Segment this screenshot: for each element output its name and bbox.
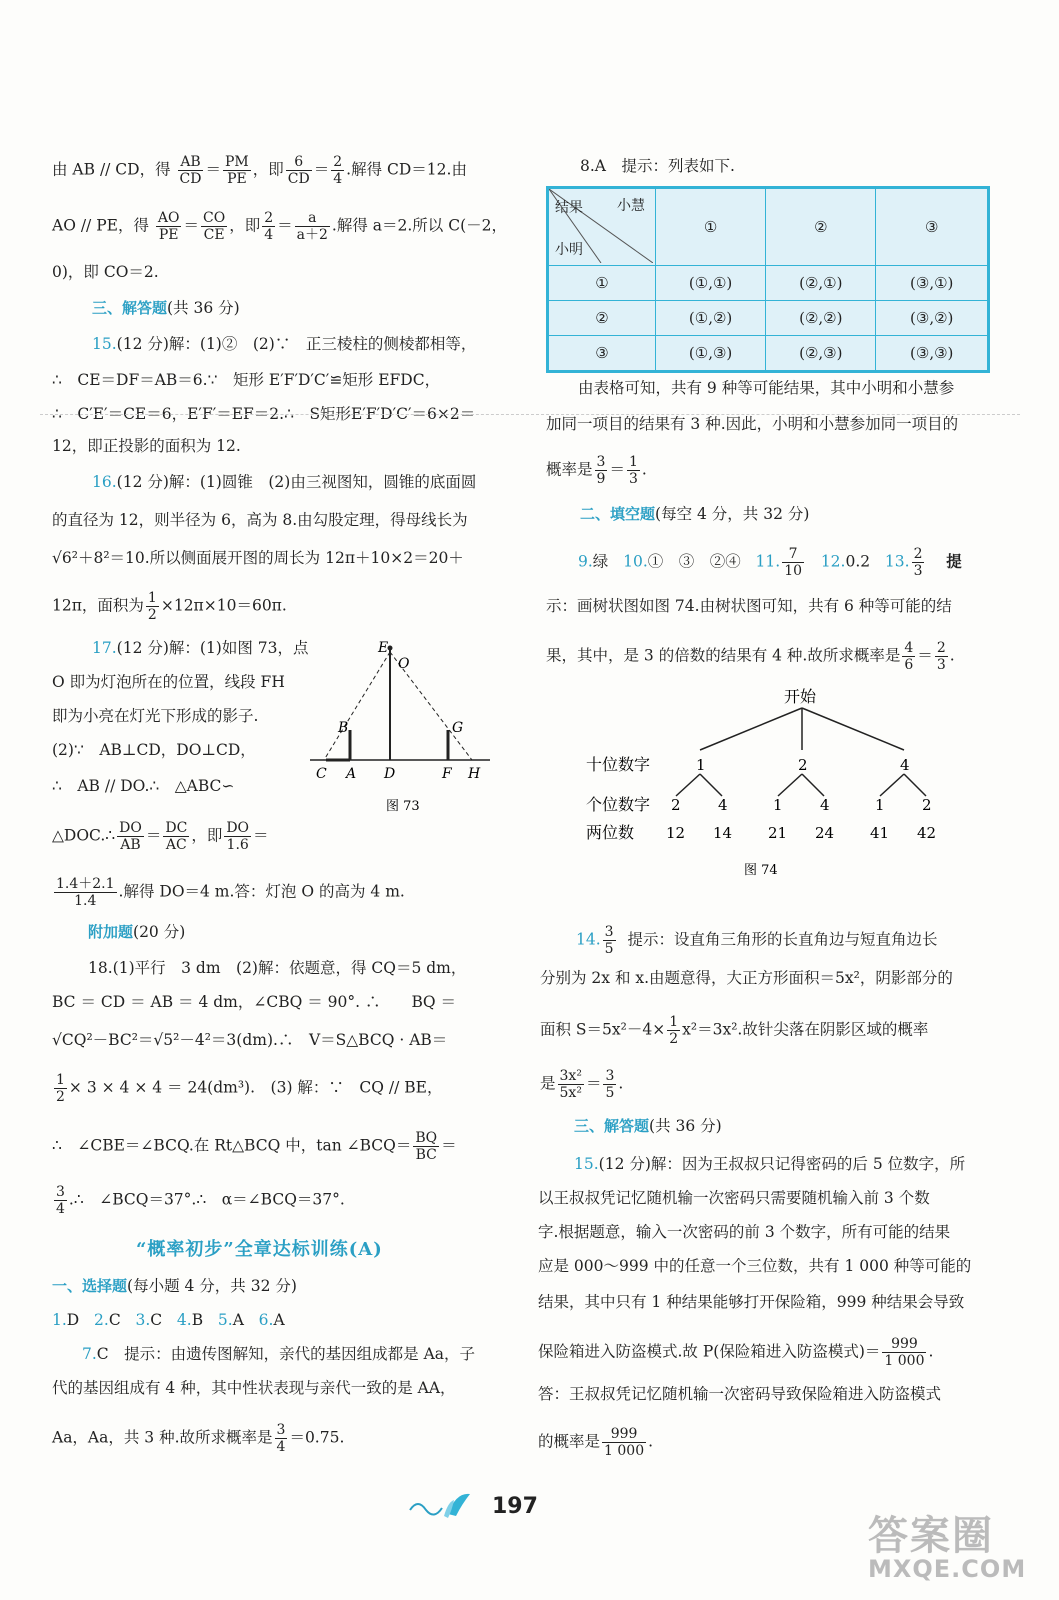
tree-node: 14 bbox=[713, 824, 733, 842]
table-row bbox=[548, 301, 989, 336]
fig73-label-E: E bbox=[378, 640, 389, 656]
table-corner-cell bbox=[548, 188, 656, 266]
left-line-3: 0)，即 CO＝2. bbox=[52, 263, 159, 281]
tree-node: 4 bbox=[900, 756, 910, 774]
tree-row3-label: 两位数 bbox=[586, 823, 635, 842]
q16-line-1: 16.(12 分)解：(1)圆锥 (2)由三视图知，圆锥的底面圆 bbox=[92, 473, 477, 491]
tree-node: 1 bbox=[773, 796, 783, 814]
table-cell: (③,③) bbox=[876, 336, 989, 372]
table-row-head: ③ bbox=[548, 336, 656, 372]
fig73-caption: 图 73 bbox=[386, 799, 420, 814]
fig73-label-D: D bbox=[384, 766, 396, 782]
q8-line-1: 8.A 提示：列表如下. bbox=[580, 157, 735, 175]
q13-line-2: 示：画树状图如图 74.由树状图可知，共有 6 种等可能的结 bbox=[546, 597, 952, 615]
extra-heading: 附加题(20 分) bbox=[88, 923, 186, 941]
q7-line-2: 代的基因组成有 4 种，其中性状表现与亲代一致的是 AA， bbox=[52, 1379, 456, 1397]
table-cell: (③,①) bbox=[876, 266, 989, 301]
q14-line-3: 面积 S＝5x²－4× $\frac{1}{2}$ x²＝3x².故针尖落在阴影区域的概率 bbox=[540, 1014, 929, 1047]
tree-node: 42 bbox=[917, 824, 937, 842]
fig73-label-H: H bbox=[468, 766, 481, 782]
table-cell: (②,③) bbox=[766, 336, 876, 372]
q17-line-6: △DOC.∴ $\frac{DO}{AB}$ ＝ $\frac{DC}{AC}$ ，即 $\frac{DO}{1.6}$ ＝ bbox=[52, 820, 269, 853]
table-cell: (③,②) bbox=[876, 301, 989, 336]
tree-node: 4 bbox=[820, 796, 830, 814]
q18-line-6: $\frac{3}{4}$ .∴ ∠BCQ＝37°.∴ α＝∠BCQ＝37°. bbox=[56, 1184, 345, 1217]
q14-line-4: 是 $\frac{\text{3x²}}{\text{5x²}}$ ＝ $\frac{3}{5}$ . bbox=[540, 1068, 624, 1101]
q18-line-1: 18.(1)平行 3 dm (2)解：依题意，得 CQ＝5 dm， bbox=[88, 959, 467, 977]
q17-line-4: (2)∵ AB⊥CD，DO⊥CD， bbox=[52, 741, 256, 759]
q1-6-answers: 1.D 2.C 3.C 4.B 5.A 6.A bbox=[52, 1311, 285, 1329]
table-row-head: ① bbox=[548, 266, 656, 301]
q18-line-2: BC ＝ CD ＝ AB ＝ 4 dm，∠CBQ ＝ 90°. ∴ BQ ＝ bbox=[52, 993, 457, 1011]
fig73-label-B: B bbox=[338, 720, 349, 736]
table-cell: (①,③) bbox=[656, 336, 766, 372]
watermark bbox=[868, 1504, 1026, 1583]
q15-line-1: 15.(12 分)解：(1)② (2)∵ 正三棱柱的侧棱都相等， bbox=[92, 335, 477, 353]
q7-line-1: 7.C 提示：由遗传图解知，亲代的基因组成都是 Aa，子 bbox=[82, 1345, 476, 1363]
tree-node: 4 bbox=[718, 796, 728, 814]
tree-node: 1 bbox=[875, 796, 885, 814]
tree-node: 2 bbox=[671, 796, 681, 814]
tree-node: 12 bbox=[666, 824, 686, 842]
q18-line-4: $\frac{1}{2}$ × 3 × 4 × 4 ＝ 24(dm³). (3) 解：∵ CQ // BE， bbox=[56, 1072, 443, 1105]
q16-line-2: 的直径为 12，则半径为 6，高为 8.由勾股定理，得母线长为 bbox=[52, 511, 468, 529]
q17-line-2: O 即为灯泡所在的位置，线段 FH bbox=[52, 673, 285, 691]
corner-label-result: 结果 bbox=[555, 200, 583, 216]
q9-13-answers: 9.绿 10.① ③ ②④ 11. $\frac{7}{10}$ 12.0.2 13. $\frac{2}{3}$ 提 bbox=[578, 546, 962, 579]
tree-node: 2 bbox=[922, 796, 932, 814]
q17-line-3: 即为小亮在灯光下形成的影子. bbox=[52, 707, 259, 725]
r-q15-line-4: 应是 000～999 中的任意一个三位数，共有 1 000 种等可能的 bbox=[538, 1257, 972, 1275]
page-number: 197 bbox=[492, 1494, 538, 1519]
q14-line-1: 14. $\frac{3}{5}$ 提示：设直角三角形的长直角边与短直角边长 bbox=[576, 924, 938, 957]
tree-root: 开始 bbox=[784, 687, 817, 706]
q7-line-3: Aa，Aa，共 3 种.故所求概率是 $\frac{3}{4}$ ＝0.75. bbox=[52, 1422, 345, 1455]
table-row-head: ② bbox=[548, 301, 656, 336]
tree-node: 1 bbox=[696, 756, 706, 774]
fig74-caption: 图 74 bbox=[744, 863, 778, 878]
corner-label-xiaohui: 小慧 bbox=[617, 198, 645, 214]
q15-line-2: ∴ CE＝DF＝AB＝6.∵ 矩形 E′F′D′C′≌矩形 EFDC， bbox=[52, 371, 441, 389]
tree-node: 21 bbox=[768, 824, 788, 842]
tree-node: 2 bbox=[798, 756, 808, 774]
fig73-label-C: C bbox=[316, 766, 327, 782]
footer-ornament-icon bbox=[404, 1488, 484, 1522]
table-row bbox=[548, 336, 989, 372]
right-section-3-heading: 三、解答题(共 36 分) bbox=[574, 1117, 722, 1135]
section-1-heading: 一、选择题(每小题 4 分，共 32 分) bbox=[52, 1277, 297, 1295]
table-cell: (②,①) bbox=[766, 266, 876, 301]
section-2-heading: 二、填空题(每空 4 分，共 32 分) bbox=[580, 505, 810, 523]
q16-line-4: 12π，面积为 $\frac{1}{2}$ ×12π×10＝60π. bbox=[52, 590, 287, 623]
left-line-2: AO // PE，得 $\frac{AO}{PE}$ ＝ $\frac{CO}{CE}$ ，即 $\frac{2}{4}$ ＝ $\frac{a}{a+2}$ .解得 a＝2.所以 C(－2， bbox=[52, 210, 508, 243]
table-row bbox=[548, 266, 989, 301]
table-cell: (②,②) bbox=[766, 301, 876, 336]
q16-line-3: √6²＋8²＝10.所以侧面展开图的周长为 12π＋10×2＝20＋ bbox=[52, 549, 464, 567]
figure-73 bbox=[302, 636, 502, 816]
r-q15-line-3: 字.根据题意，输入一次密码的前 3 个数字，所有可能的结果 bbox=[538, 1223, 951, 1241]
tree-node: 41 bbox=[870, 824, 890, 842]
q17-line-7: $\frac{1.4+2.1}{1.4}$ .解得 DO＝4 m.答：灯泡 O 的高为 4 m. bbox=[56, 876, 405, 909]
q15-line-3: ∴ C′E′＝CE＝6，E′F′＝EF＝2.∴ S矩形E′F′D′C′＝6×2＝ bbox=[52, 405, 476, 423]
table-cell: (①,①) bbox=[656, 266, 766, 301]
q8-line-2: 由表格可知，共有 9 种等可能结果，其中小明和小慧参 bbox=[578, 379, 955, 397]
q17-line-5: ∴ AB // DO.∴ △ABC∽ bbox=[52, 777, 235, 795]
q13-line-3: 果，其中，是 3 的倍数的结果有 4 种.故所求概率是 $\frac{4}{6}$ ＝ $\frac{2}{3}$ . bbox=[546, 640, 955, 673]
q14-line-2: 分别为 2x 和 x.由题意得，大正方形面积＝5x²，阴影部分的 bbox=[540, 969, 953, 987]
tree-row2-label: 个位数字 bbox=[586, 795, 651, 814]
table-cell: (①,②) bbox=[656, 301, 766, 336]
section-3-heading: 三、解答题(共 36 分) bbox=[92, 299, 240, 317]
q18-line-5: ∴ ∠CBE＝∠BCQ.在 Rt△BCQ 中，tan ∠BCQ＝ $\frac{BQ}{BC}$ ＝ bbox=[52, 1130, 457, 1163]
tree-row1-label: 十位数字 bbox=[586, 755, 651, 774]
q15-line-4: 12，即正投影的面积为 12. bbox=[52, 437, 241, 455]
fig73-label-F: F bbox=[442, 766, 452, 782]
chapter-title: “概率初步”全章达标训练(A) bbox=[136, 1239, 383, 1260]
table-col-head: ② bbox=[766, 188, 876, 266]
q18-line-3: √CQ²－BC²＝√5²－4²＝3(dm).∴ V＝S△BCQ · AB＝ bbox=[52, 1031, 448, 1049]
r-q15-line-7: 答：王叔叔凭记忆随机输一次密码导致保险箱进入防盗模式 bbox=[538, 1385, 942, 1403]
table-col-head: ① bbox=[656, 188, 766, 266]
r-q15-line-1: 15.(12 分)解：因为王叔叔只记得密码的后 5 位数字，所 bbox=[574, 1155, 966, 1173]
watermark-text: 答案圈 bbox=[868, 1513, 994, 1559]
tree-node: 24 bbox=[815, 824, 835, 842]
watermark-url: MXQE.COM bbox=[868, 1555, 1027, 1583]
corner-label-xiaoming: 小明 bbox=[555, 242, 583, 258]
fig73-label-G: G bbox=[452, 720, 464, 736]
r-q15-line-2: 以王叔叔凭记忆随机输一次密码只需要随机输入前 3 个数 bbox=[538, 1189, 930, 1207]
fig73-label-A: A bbox=[346, 766, 357, 782]
r-q15-line-8: 的概率是 $\frac{999}{1 000}$ . bbox=[538, 1426, 654, 1459]
r-q15-line-6: 保险箱进入防盗模式.故 P(保险箱进入防盗模式)＝ $\frac{999}{1 000}$ . bbox=[538, 1336, 934, 1369]
result-table bbox=[546, 186, 990, 373]
table-col-head: ③ bbox=[876, 188, 989, 266]
figure-74-tree bbox=[580, 684, 980, 880]
fig73-label-O: O bbox=[398, 656, 410, 672]
r-q15-line-5: 结果，其中只有 1 种结果能够打开保险箱，999 种结果会导致 bbox=[538, 1293, 965, 1311]
q8-line-3: 加同一项目的结果有 3 种.因此，小明和小慧参加同一项目的 bbox=[546, 415, 959, 433]
left-line-1: 由 AB // CD，得 $\frac{AB}{CD}$ ＝ $\frac{PM}{PE}$ ，即 $\frac{6}{CD}$ ＝ $\frac{2}{4}$ .解得 CD＝12.由 bbox=[52, 154, 467, 187]
q8-line-4: 概率是 $\frac{3}{9}$ ＝ $\frac{1}{3}$ . bbox=[546, 454, 647, 487]
q17-line-1: 17.(12 分)解：(1)如图 73，点 bbox=[92, 639, 309, 657]
